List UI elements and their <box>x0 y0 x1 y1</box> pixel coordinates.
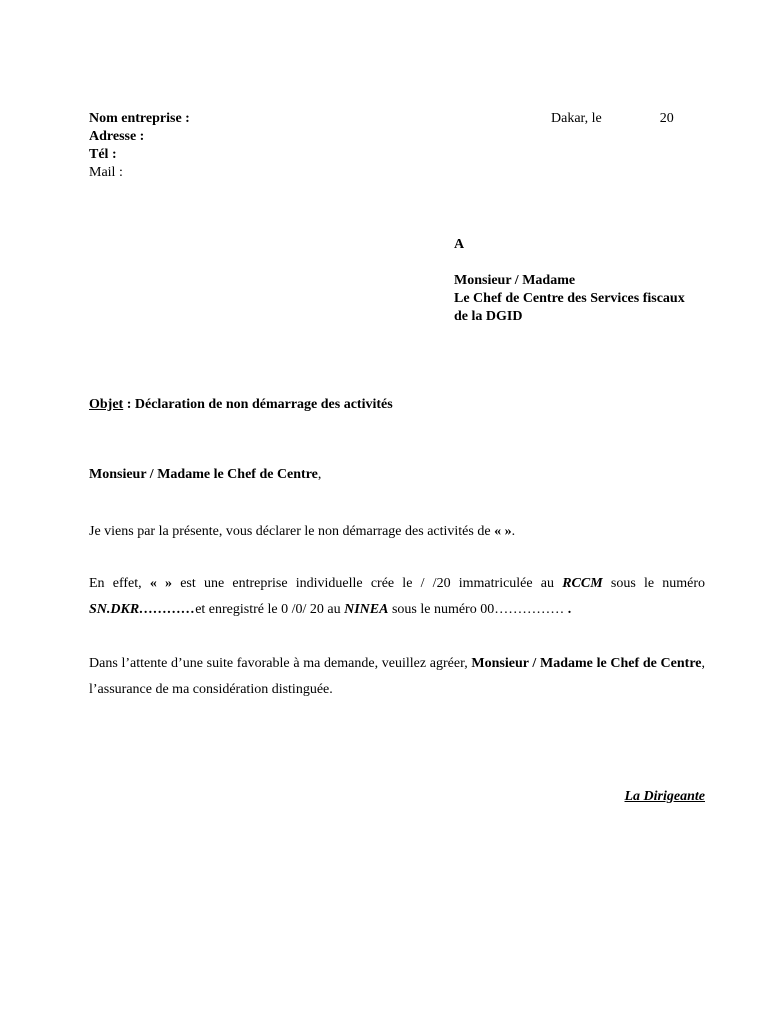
salutation-punct: , <box>317 467 322 482</box>
details-text-3: sous le numéro <box>602 576 706 591</box>
recipient-line-3: de la DGID <box>454 309 523 324</box>
closing-text-2: , l’assurance de ma considération distinguée. <box>89 656 706 697</box>
phone-label: Tél : <box>89 147 117 162</box>
date-place: Dakar, le <box>551 111 602 126</box>
recipient-line-1: Monsieur / Madame <box>454 273 576 288</box>
paragraph-closing <box>89 651 705 703</box>
company-quote: « » <box>149 576 173 591</box>
date-year: 20 <box>659 111 674 126</box>
recipient-line-2: Le Chef de Centre des Services fiscaux <box>454 291 685 306</box>
closing-text-1: Dans l’attente d’une suite favorable à ma demande, veuillez agréer, <box>89 656 472 671</box>
details-end: . <box>564 602 572 617</box>
date-line <box>551 110 674 128</box>
closing-addressee: Monsieur / Madame le Chef de Centre <box>471 656 702 671</box>
salutation-text: Monsieur / Madame le Chef de Centre <box>89 467 318 482</box>
signature: La Dirigeante <box>624 789 705 804</box>
recipient-prefix: A <box>454 237 465 252</box>
recipient-block <box>454 236 685 326</box>
subject-text: Déclaration de non démarrage des activités <box>134 397 393 412</box>
paragraph-intro <box>89 519 705 545</box>
ninea-label: NINEA <box>344 602 389 617</box>
details-text-4: et enregistré le 0 /0/ 20 au <box>195 602 345 617</box>
address-label: Adresse : <box>89 129 145 144</box>
company-name-quote: « » <box>494 524 512 539</box>
mail-label: Mail : <box>89 165 123 180</box>
details-text-5: sous le numéro 00…………… <box>388 602 565 617</box>
subject-line <box>89 396 393 414</box>
details-text-1: En effet, <box>89 576 150 591</box>
company-name-label: Nom entreprise : <box>89 111 190 126</box>
paragraph-intro-text: Je viens par la présente, vous déclarer le non démarrage des activités de <box>89 524 495 539</box>
sender-block <box>89 110 190 182</box>
subject-label: Objet <box>89 397 124 412</box>
sn-dkr-number: SN.DKR………… <box>89 602 196 617</box>
paragraph-details <box>89 571 705 623</box>
subject-colon: : <box>123 397 135 412</box>
salutation <box>89 466 321 484</box>
mail-line <box>89 164 190 182</box>
paragraph-intro-end: . <box>511 524 516 539</box>
details-text-2: est une entreprise individuelle crée le / /20 immatriculée au <box>172 576 563 591</box>
rccm-label: RCCM <box>562 576 603 591</box>
